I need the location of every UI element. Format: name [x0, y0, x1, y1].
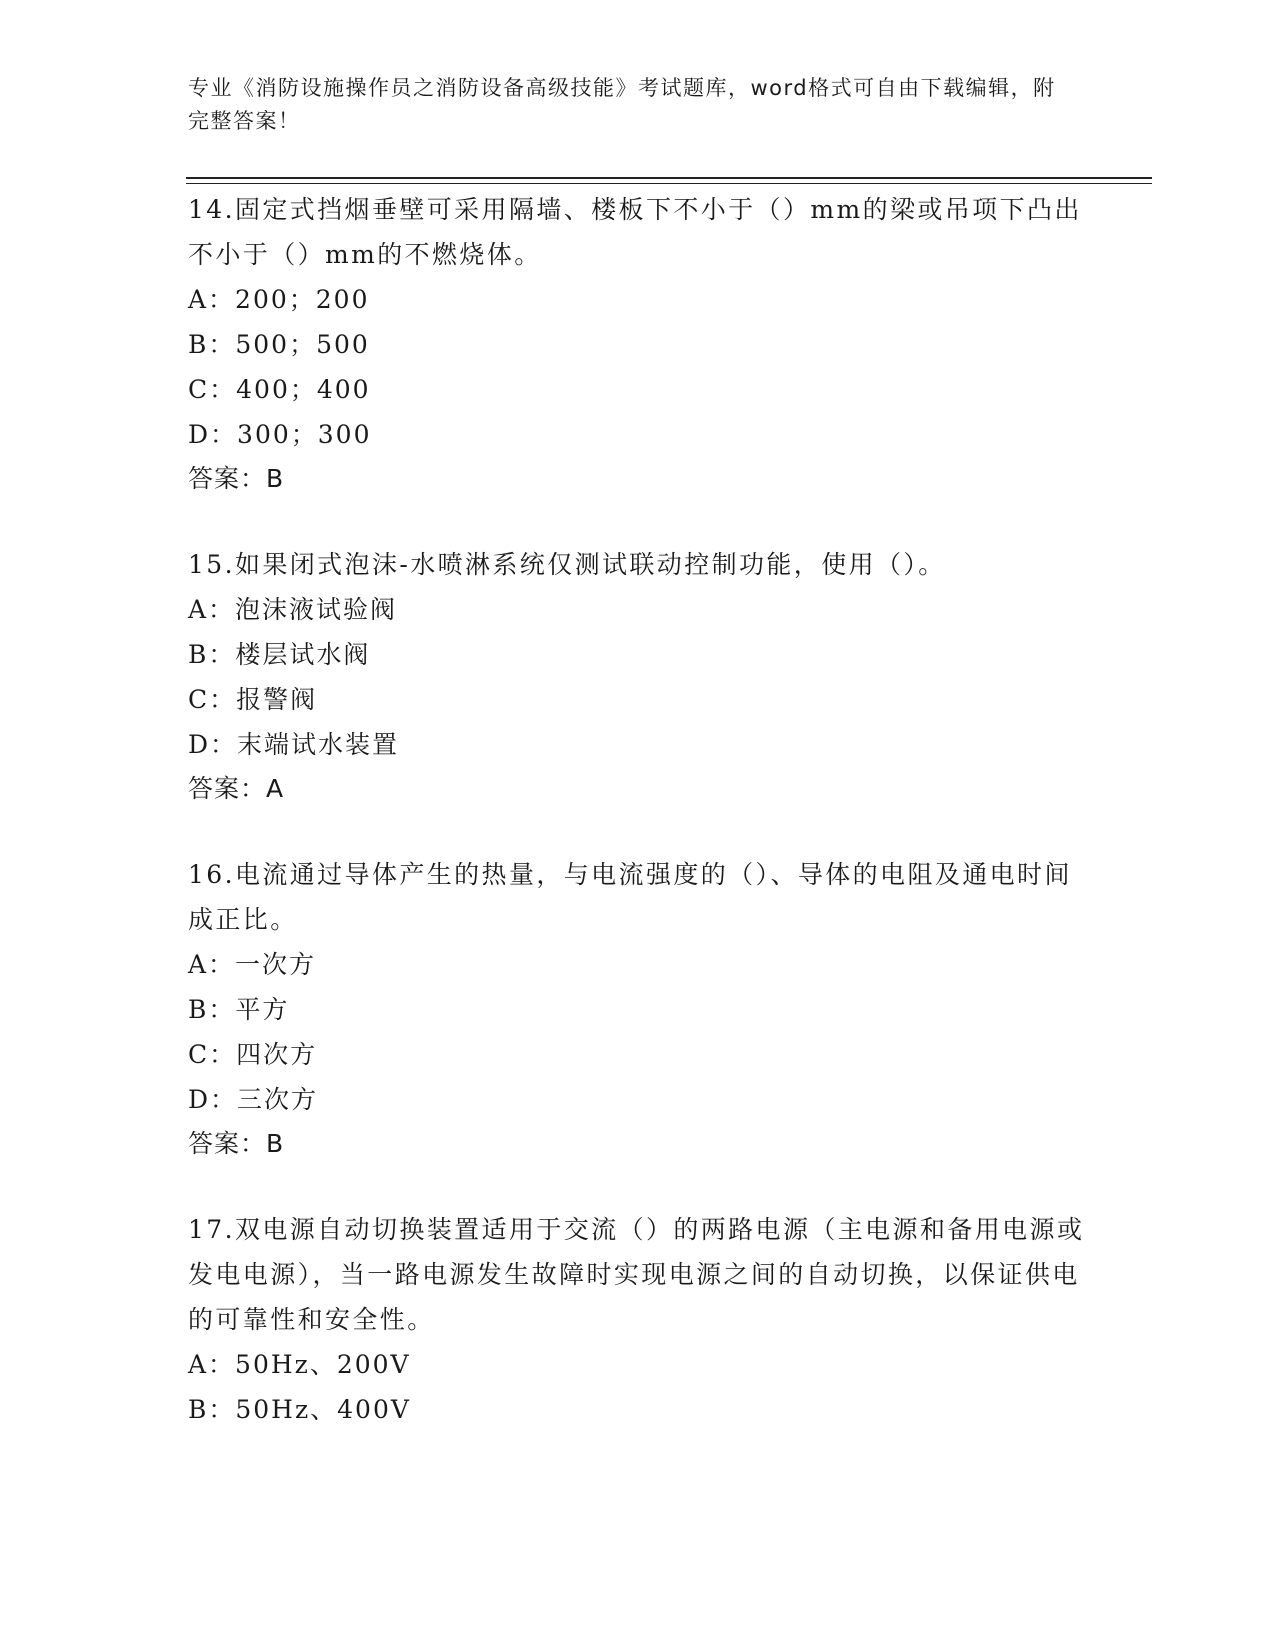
- option-b: B：500；500: [188, 330, 370, 359]
- option-b: B：平方: [188, 995, 290, 1024]
- option-c: C：400；400: [188, 375, 371, 404]
- header-divider-thick: [186, 177, 1152, 179]
- option-a: A：200；200: [188, 285, 370, 314]
- option-c: C：报警阀: [188, 685, 318, 714]
- question-14: [188, 187, 1088, 501]
- question-stem: 16.电流通过导体产生的热量，与电流强度的（）、导体的电阻及通电时间成正比。: [188, 860, 1072, 934]
- question-stem: 15.如果闭式泡沫-水喷淋系统仅测试联动控制功能，使用（）。: [188, 550, 946, 579]
- question-17: [188, 1207, 1088, 1432]
- answer-line: 答案：B: [188, 1129, 285, 1158]
- question-stem: 17.双电源自动切换装置适用于交流（）的两路电源（主电源和备用电源或发电电源），当一路电源发生故障时实现电源之间的自动切换，以保证供电的可靠性和安全性。: [188, 1215, 1085, 1334]
- option-b: B：楼层试水阀: [188, 640, 371, 669]
- question-15: [188, 542, 1088, 811]
- option-a: A：50Hz、200V: [188, 1350, 411, 1379]
- question-16: [188, 852, 1088, 1166]
- option-c: C：四次方: [188, 1040, 318, 1069]
- option-d: D：末端试水装置: [188, 730, 400, 759]
- question-stem: 14.固定式挡烟垂壁可采用隔墙、楼板下不小于（）mm的梁或吊项下凸出不小于（）mm的不燃烧体。: [188, 195, 1082, 269]
- option-a: A：一次方: [188, 950, 317, 979]
- answer-line: 答案：B: [188, 464, 285, 493]
- option-d: D：300；300: [188, 420, 372, 449]
- document-header: [188, 72, 1068, 138]
- option-b: B：50Hz、400V: [188, 1395, 411, 1424]
- question-list: [188, 187, 1088, 1473]
- header-text: 专业《消防设施操作员之消防设备高级技能》考试题库，word格式可自由下载编辑，附完整答案！: [188, 76, 1056, 133]
- option-d: D：三次方: [188, 1085, 319, 1114]
- header-divider-thin: [186, 183, 1152, 184]
- option-a: A：泡沫液试验阀: [188, 595, 398, 624]
- answer-line: 答案：A: [188, 774, 285, 803]
